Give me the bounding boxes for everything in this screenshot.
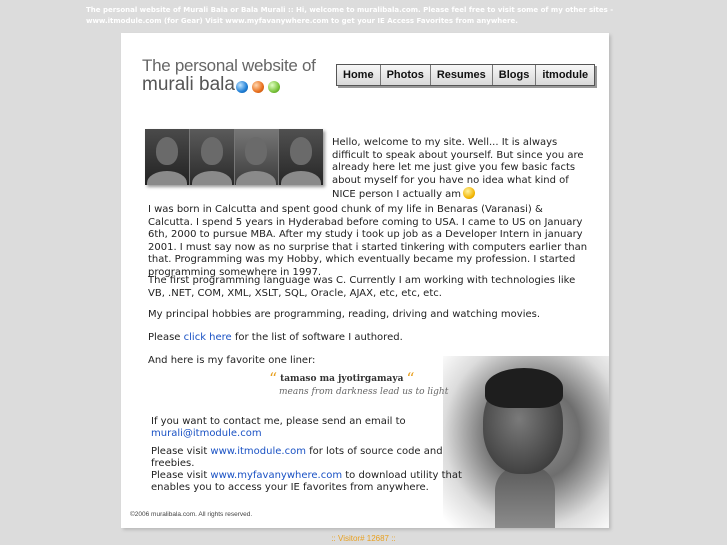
- visit1-suffix: for lots of source code and freebies.: [151, 446, 443, 469]
- contact-line: If you want to contact me, please send an email to: [151, 416, 406, 427]
- quote-line: [269, 369, 449, 388]
- bio-paragraph-5: And here is my favorite one liner:: [148, 355, 316, 366]
- visitor-counter: :: Visitor# 12687 ::: [331, 534, 396, 543]
- bio-paragraph-2: The first programming language was C. Currently I am working with technologies like VB, .NET, COM, XML, XSLT, SQL, Oracle, AJAX, etc, etc, etc.: [148, 275, 576, 299]
- bio-paragraph-1: I was born in Calcutta and spent good chunk of my life in Benaras (Varanasi) & Calcutta. I spend 5 years in Hyderabad before coming to USA. I came to US on January 6th, 2000 to pursue MBA. After my study i took up job as a Developer Intern in january 2001. I must say now as no surprise that i started tinkering with computers earlier than that. Programming was my Hobby, which eventually became my profession. I started programming somewhere in 1997.: [148, 204, 588, 278]
- orange-dot-icon: [252, 81, 264, 93]
- main-nav: [336, 64, 595, 86]
- welcome-text: [332, 137, 590, 202]
- smiley-icon: [463, 187, 475, 199]
- bio-paragraph-3: My principal hobbies are programming, reading, driving and watching movies.: [148, 309, 541, 320]
- favorite-quote: [269, 369, 449, 397]
- nav-blogs[interactable]: Blogs: [493, 65, 537, 85]
- quote-translation: means from darkness lead us to light: [279, 387, 449, 397]
- site-title-line1: The personal website of: [142, 56, 316, 75]
- photo-thumbnail: [145, 129, 190, 185]
- copyright-text: ©2006 muralibala.com. All rights reserved.: [130, 511, 253, 518]
- nav-resumes[interactable]: Resumes: [431, 65, 493, 85]
- photo-thumbnail: [279, 129, 323, 185]
- nav-itmodule[interactable]: itmodule: [536, 65, 594, 85]
- quote-close-mark: “: [406, 369, 415, 388]
- top-banner: The personal website of Murali Bala or Bala Murali :: Hi, welcome to muralibala.com. Please feel free to visit some of my other sites - www.itmodule.com (for Gear) Visit www.myfavanywhere.com to get your IE Access Favorites from anywhere.: [86, 6, 614, 25]
- quote-text: tamaso ma jyotirgamaya: [280, 374, 404, 384]
- visit-itmodule-line: [151, 446, 471, 470]
- green-dot-icon: [268, 81, 280, 93]
- visit2-prefix: Please visit: [151, 470, 211, 481]
- photo-strip: [145, 129, 323, 185]
- site-title-line2: murali bala: [142, 74, 235, 95]
- bio-p4-suffix: for the list of software I authored.: [231, 332, 403, 343]
- photo-thumbnail: [190, 129, 235, 185]
- welcome-paragraph: Hello, welcome to my site. Well... It is always difficult to speak about yourself. But since you are already here let me just give you few basic facts about myself for you have no idea what kind of NICE person I actually am: [332, 137, 584, 200]
- bio-paragraph-4: [148, 332, 588, 345]
- page-container: [121, 33, 609, 528]
- contact-section: [151, 416, 471, 494]
- myfavanywhere-link[interactable]: www.myfavanywhere.com: [210, 470, 343, 481]
- itmodule-link[interactable]: www.itmodule.com: [210, 446, 306, 457]
- software-list-link[interactable]: click here: [183, 332, 232, 343]
- blue-dot-icon: [236, 81, 248, 93]
- visit-myfav-line: [151, 470, 471, 494]
- email-link[interactable]: murali@itmodule.com: [151, 428, 262, 439]
- visit2-suffix: to download utility that enables you to access your IE favorites from anywhere.: [151, 470, 462, 493]
- visit1-prefix: Please visit: [151, 446, 211, 457]
- nav-home[interactable]: Home: [337, 65, 381, 85]
- bio-p4-prefix: Please: [148, 332, 184, 343]
- nav-photos[interactable]: Photos: [381, 65, 431, 85]
- quote-open-mark: “: [269, 369, 278, 388]
- photo-thumbnail: [235, 129, 280, 185]
